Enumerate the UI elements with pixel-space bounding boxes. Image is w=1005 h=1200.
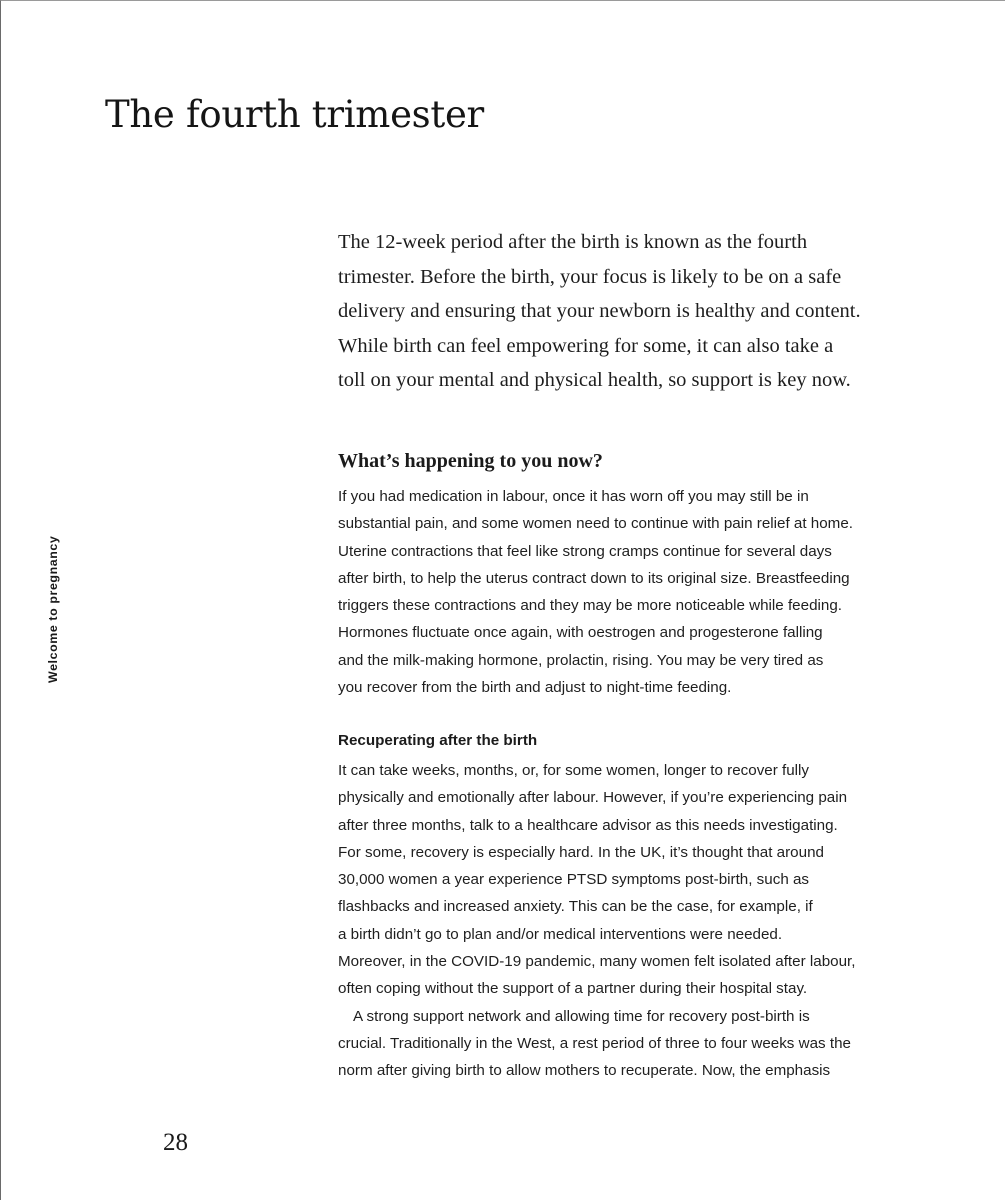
body-line: triggers these contractions and they may be more noticeable while feeding. — [338, 597, 843, 615]
body-line: flashbacks and increased anxiety. This can be the case, for example, if — [338, 898, 813, 916]
body-line: Moreover, in the COVID-19 pandemic, many women felt isolated after labour, — [338, 953, 856, 971]
body-line: substantial pain, and some women need to continue with pain relief at home. — [338, 515, 854, 533]
intro-line: trimester. Before the birth, your focus is likely to be on a safe — [338, 265, 842, 288]
intro-line: While birth can feel empowering for some, it can also take a — [338, 334, 834, 357]
body-line: and the milk-making hormone, prolactin, rising. You may be very tired as — [338, 651, 824, 669]
intro-line: toll on your mental and physical health, so support is key now. — [338, 369, 851, 392]
body-line: a birth didn’t go to plan and/or medical interventions were needed. — [338, 925, 783, 943]
body-line: norm after giving birth to allow mothers to recuperate. Now, the emphasis — [338, 1062, 831, 1080]
body-line: Hormones fluctuate once again, with oestrogen and progesterone falling — [338, 624, 823, 642]
body-line: 30,000 women a year experience PTSD symptoms post-birth, such as — [338, 871, 810, 889]
body-line: Uterine contractions that feel like strong cramps continue for several days — [338, 542, 832, 560]
section-paragraph — [338, 483, 908, 701]
body-line: after birth, to help the uterus contract down to its original size. Breastfeeding — [338, 569, 850, 587]
body-line: For some, recovery is especially hard. In the UK, it’s thought that around — [338, 843, 824, 861]
body-line: If you had medication in labour, once it has worn off you may still be in — [338, 488, 809, 505]
body-line: It can take weeks, months, or, for some women, longer to recover fully — [338, 762, 810, 779]
body-line: A strong support network and allowing time for recovery post-birth is — [353, 1007, 810, 1025]
body-line: you recover from the birth and adjust to night-time feeding. — [338, 679, 732, 697]
intro-line: delivery and ensuring that your newborn is healthy and content. — [338, 300, 861, 323]
page-number: 28 — [163, 1129, 188, 1156]
body-line: physically and emotionally after labour. However, if you’re experiencing pain — [338, 789, 848, 807]
body-line: after three months, talk to a healthcare advisor as this needs investigating. — [338, 816, 838, 834]
body-line: crucial. Traditionally in the West, a rest period of three to four weeks was the — [338, 1034, 851, 1052]
body-line: often coping without the support of a partner during their hospital stay. — [338, 980, 808, 998]
subsection-heading: Recuperating after the birth — [338, 732, 538, 749]
section-heading: What’s happening to you now? — [338, 450, 603, 472]
intro-paragraph — [338, 225, 913, 398]
page-title: The fourth trimester — [105, 93, 484, 136]
section-side-label: Welcome to pregnancy — [46, 535, 60, 683]
intro-line: The 12-week period after the birth is known as the fourth — [338, 231, 808, 253]
subsection-paragraph — [338, 757, 908, 1085]
